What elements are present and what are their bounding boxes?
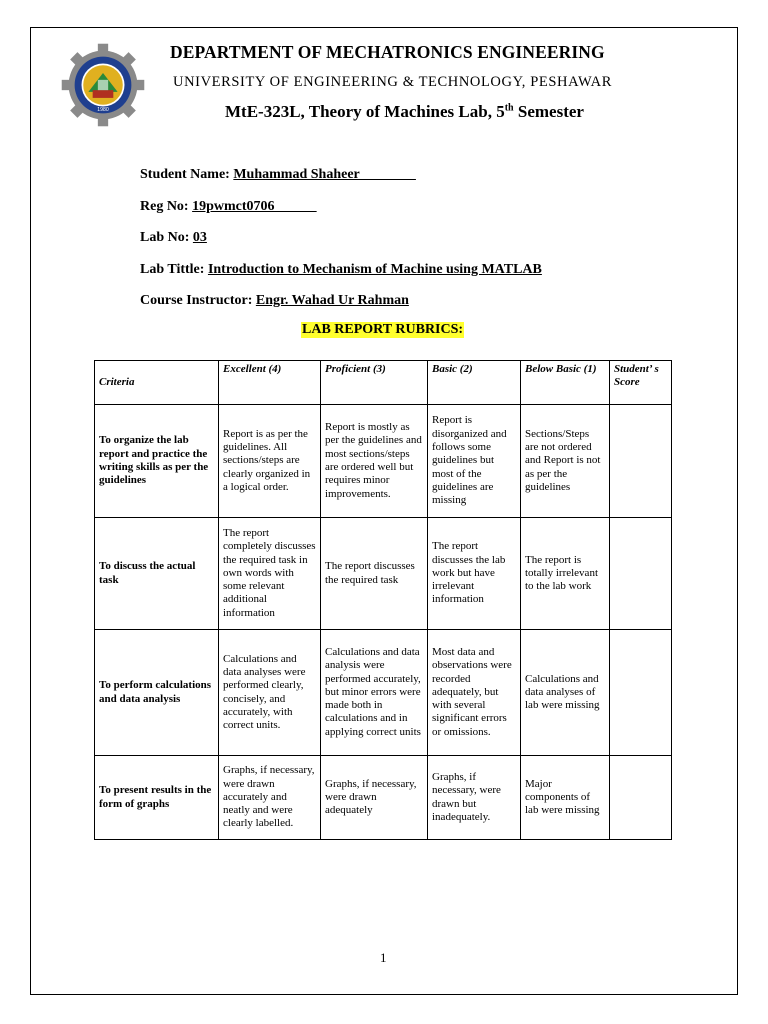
basic-cell: Report is disorganized and follows some guidelines but most of the guidelines are missing [428, 405, 521, 518]
rubric-header-row [95, 361, 672, 405]
below-basic-cell: The report is totally irrelevant to the lab work [521, 518, 610, 630]
score-cell[interactable] [610, 518, 672, 630]
university-heading: UNIVERSITY OF ENGINEERING & TECHNOLOGY, PESHAWAR [173, 74, 613, 90]
header-student-score: Student’ s Score [610, 361, 672, 405]
below-basic-cell: Sections/Steps are not ordered and Report is not as per the guidelines [521, 405, 610, 518]
page-number: 1 [380, 950, 387, 965]
reg-no-field [140, 199, 317, 215]
proficient-cell: Report is mostly as per the guidelines and most sections/steps are ordered well but requires minor improvements. [321, 405, 428, 518]
score-cell[interactable] [610, 630, 672, 756]
proficient-cell: Calculations and data analysis were performed accurately, but minor errors were made both in calculations and in applying correct units [321, 630, 428, 756]
course-tail: Semester [513, 102, 584, 121]
student-name-field [140, 167, 416, 183]
course-heading [225, 102, 584, 122]
lab-no-field [140, 230, 207, 246]
student-name-label: Student Name: [140, 167, 234, 182]
rubric-row [95, 630, 672, 756]
header-criteria: Criteria [95, 361, 219, 405]
lab-no-value: 03 [192, 230, 207, 245]
header-below-basic: Below Basic (1) [521, 361, 610, 405]
header-proficient: Proficient (3) [321, 361, 428, 405]
instructor-value: Engr. Wahad Ur Rahman [255, 293, 409, 308]
excellent-cell: The report completely discusses the required task in own words with some relevant additional information [219, 518, 321, 630]
reg-no-label: Reg No: [140, 199, 193, 214]
rubric-row [95, 518, 672, 630]
basic-cell: Graphs, if necessary, were drawn but inadequately. [428, 756, 521, 840]
lab-title-value: Introduction to Mechanism of Machine using MATLAB [207, 262, 542, 277]
university-logo-icon [60, 42, 146, 128]
proficient-cell: The report discusses the required task [321, 518, 428, 630]
rubric-row [95, 405, 672, 518]
basic-cell: The report discusses the lab work but have irrelevant information [428, 518, 521, 630]
rubric-table [94, 360, 672, 840]
criteria-cell: To discuss the actual task [95, 518, 219, 630]
course-main: MtE-323L, Theory of Machines Lab, 5 [225, 102, 505, 121]
lab-title-label: Lab Tittle: [140, 262, 208, 277]
below-basic-cell: Calculations and data analyses of lab were missing [521, 630, 610, 756]
proficient-cell: Graphs, if necessary, were drawn adequately [321, 756, 428, 840]
course-superscript: th [504, 102, 514, 114]
excellent-cell: Calculations and data analyses were performed clearly, concisely, and accurately, with correct units. [219, 630, 321, 756]
criteria-cell: To present results in the form of graphs [95, 756, 219, 840]
criteria-cell: To perform calculations and data analysis [95, 630, 219, 756]
lab-no-label: Lab No: [140, 230, 193, 245]
rubric-row [95, 756, 672, 840]
excellent-cell: Report is as per the guidelines. All sections/steps are clearly organized in a logical order. [219, 405, 321, 518]
logo-year: 1980 [97, 106, 109, 113]
lab-title-field [140, 262, 542, 278]
instructor-field [140, 293, 409, 309]
student-name-value: Muhammad Shaheer________ [233, 167, 416, 182]
instructor-label: Course Instructor: [140, 293, 256, 308]
basic-cell: Most data and observations were recorded adequately, but with several significant errors or omissions. [428, 630, 521, 756]
rubric-title: LAB REPORT RUBRICS: [302, 322, 464, 337]
department-heading: DEPARTMENT OF MECHATRONICS ENGINEERING [170, 42, 605, 62]
score-cell[interactable] [610, 405, 672, 518]
excellent-cell: Graphs, if necessary, were drawn accurately and neatly and were clearly labelled. [219, 756, 321, 840]
below-basic-cell: Major components of lab were missing [521, 756, 610, 840]
header-basic: Basic (2) [428, 361, 521, 405]
criteria-cell: To organize the lab report and practice the writing skills as per the guidelines [95, 405, 219, 518]
header-excellent: Excellent (4) [219, 361, 321, 405]
reg-no-value: 19pwmct0706______ [192, 199, 317, 214]
score-cell[interactable] [610, 756, 672, 840]
